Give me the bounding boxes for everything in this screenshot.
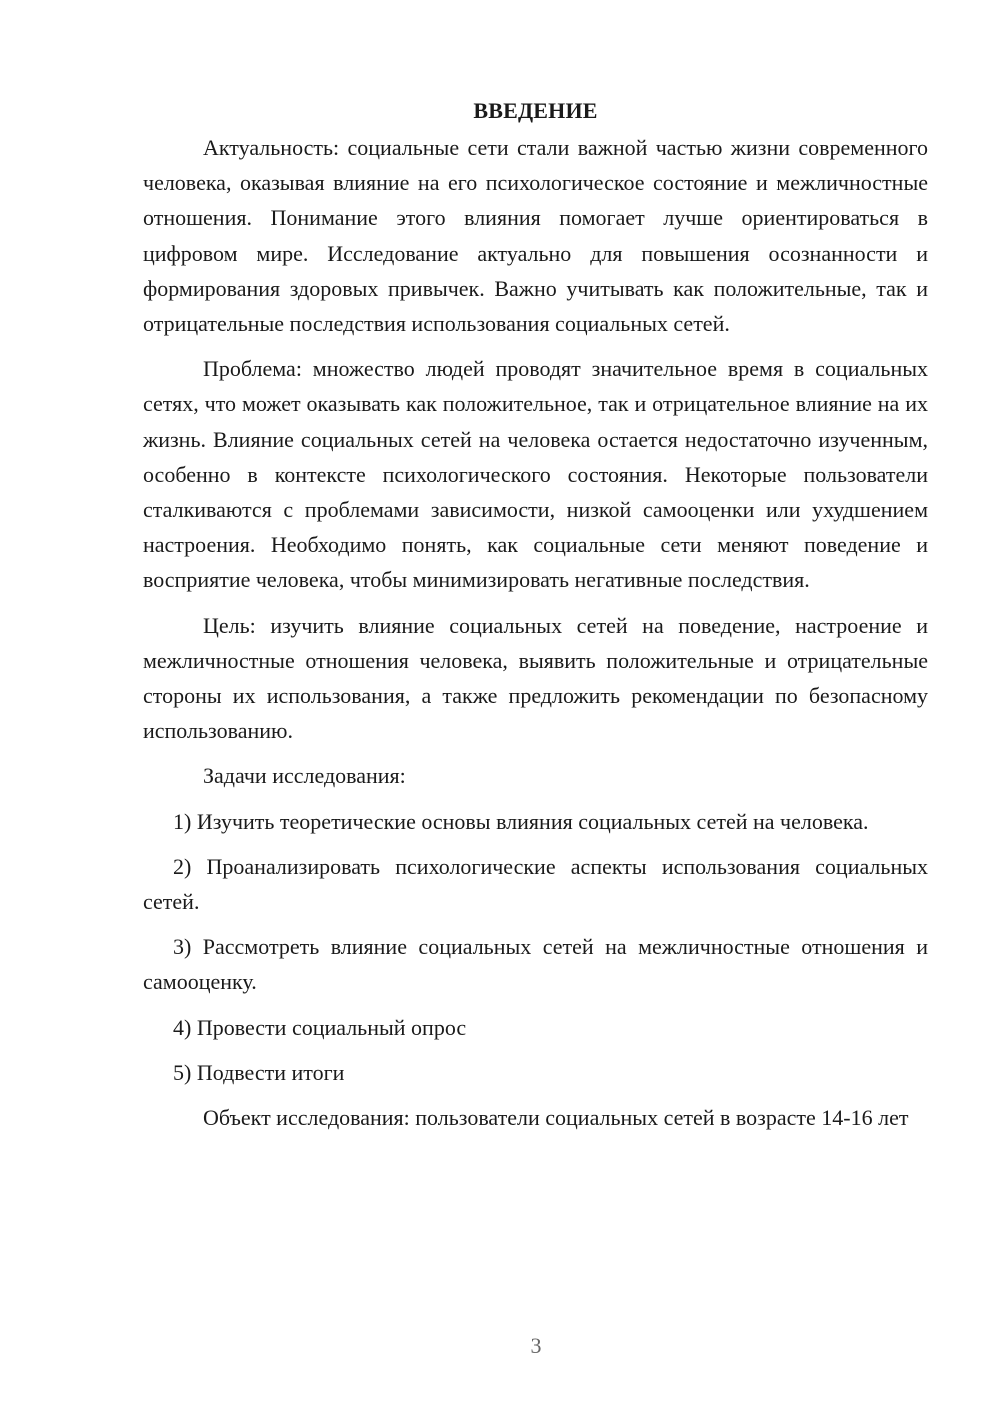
task-item-1: 1) Изучить теоретические основы влияния социальных сетей на человека. (173, 808, 869, 834)
paragraph-problem: Проблема: множество людей проводят значительное время в социальных сетях, что может оказывать как положительное, так и отрицательное влияние на их жизнь. Влияние социальных сетей на человека остается недостаточно изученным, особенно в контексте психологического состояния. Некоторые пользователи сталкиваются с проблемами зависимости, низкой самооценки или ухудшением настроения. Необходимо понять, как социальные сети меняют поведение и восприятие человека, чтобы минимизировать негативные последствия. (143, 356, 928, 593)
task-item-3: 3) Рассмотреть влияние социальных сетей на межличностные отношения и самооценку. (143, 934, 928, 995)
page-content (143, 93, 928, 1145)
section-title: ВВЕДЕНИЕ (473, 98, 598, 123)
task-item-4: 4) Провести социальный опрос (173, 1014, 467, 1040)
paragraph-goal: Цель: изучить влияние социальных сетей на поведение, настроение и межличностные отношения человека, выявить положительные и отрицательные стороны их использования, а также предложить рекомендации по безопасному использованию. (143, 612, 928, 744)
page-number: 3 (530, 1333, 542, 1358)
task-item-5: 5) Подвести итоги (173, 1059, 345, 1085)
task-item-2: 2) Проанализировать психологические аспекты использования социальных сетей. (143, 853, 928, 915)
tasks-heading: Задачи исследования: (203, 763, 406, 789)
paragraph-object: Объект исследования: пользователи социальных сетей в возрасте 14-16 лет (203, 1105, 909, 1131)
paragraph-relevance: Актуальность: социальные сети стали важной частью жизни современного человека, оказывая влияние на его психологическое состояние и межличностные отношения. Понимание этого влияния помогает лучше ориентироваться в цифровом мире. Исследование актуально для повышения осознанности и формирования здоровых привычек. Важно учитывать как положительные, так и отрицательные последствия использования социальных сетей. (143, 135, 928, 337)
